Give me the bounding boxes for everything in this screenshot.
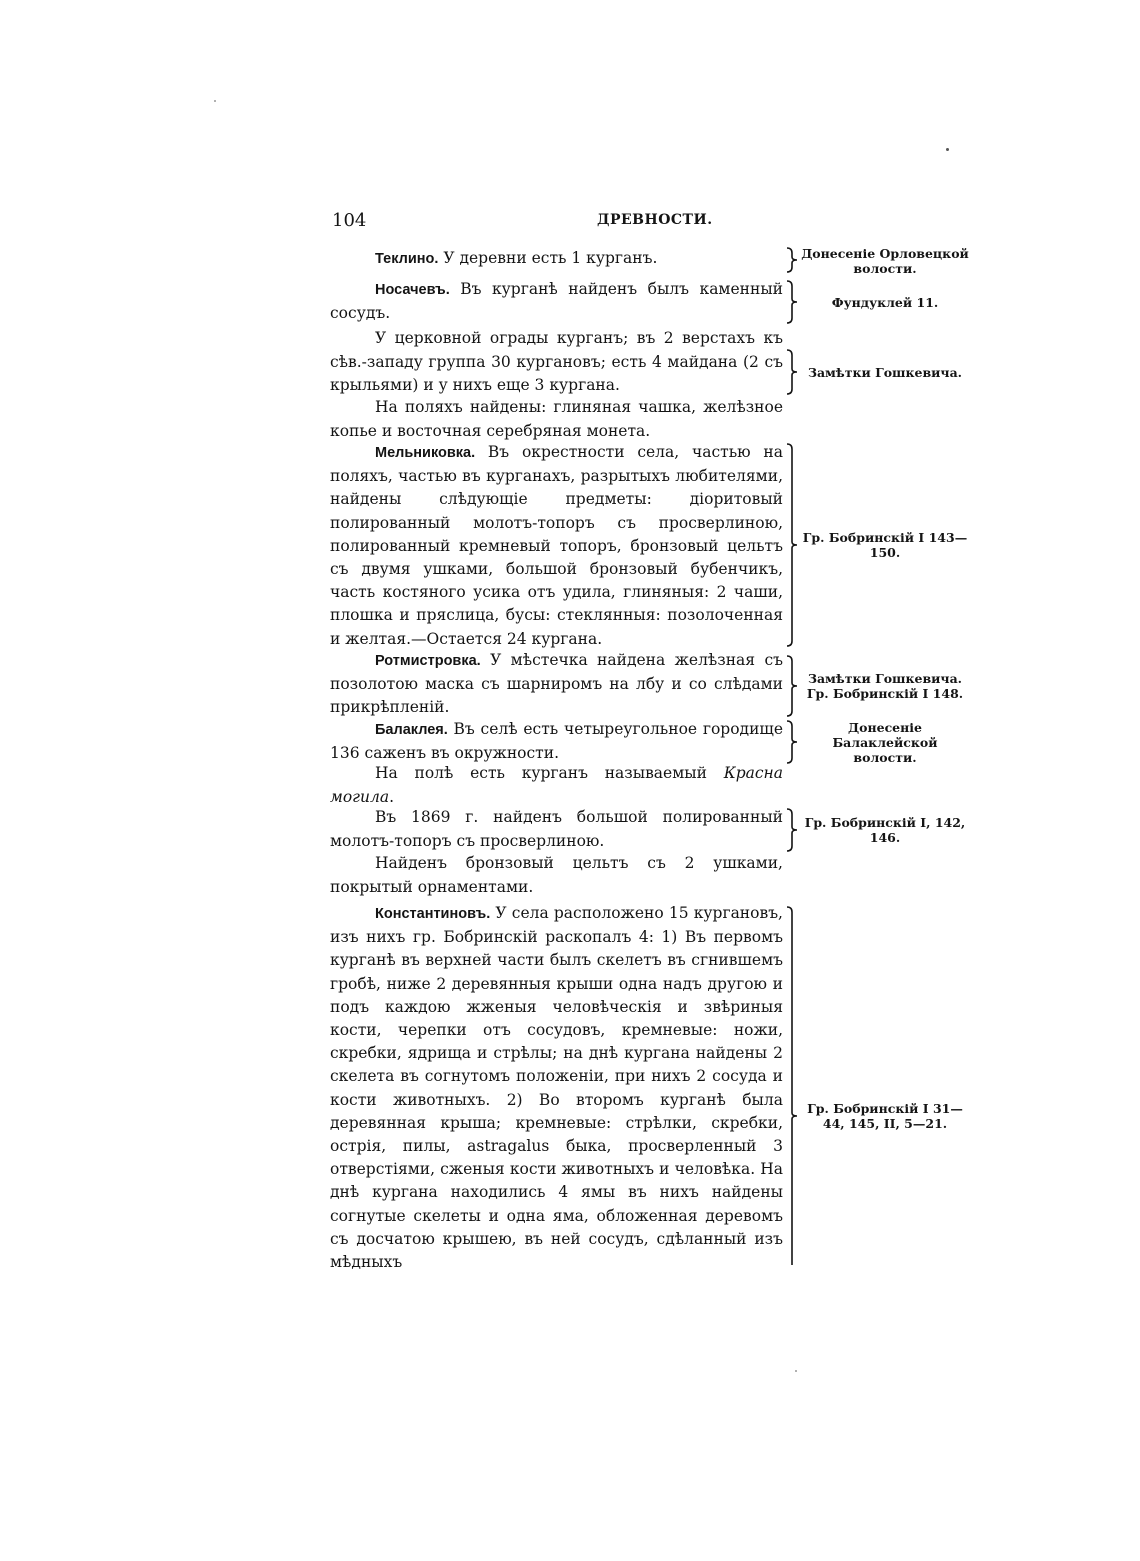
entry-heading: Носачевъ. bbox=[375, 282, 450, 298]
reference-note: Фундуклей 11. bbox=[831, 294, 939, 310]
entry-body: У церковной ограды курганъ; въ 2 верстахъ къ сѣв.-западу группа 30 кургановъ; есть 4 майдана (2 съ крыльями) и у нихъ еще 3 кургана. bbox=[330, 329, 783, 395]
scan-speck bbox=[214, 100, 216, 102]
entry-text bbox=[330, 806, 783, 853]
entry-text bbox=[330, 327, 783, 398]
paragraph bbox=[330, 247, 783, 271]
paragraph bbox=[330, 762, 783, 809]
paragraph bbox=[330, 327, 783, 398]
entry-body: Въ окрестности села, частью на поляхъ, частью въ курганахъ, разрытыхъ любителями, найдены слѣдующіе предметы: діоритовый полированный молотъ-топоръ съ просверлиною, полированный кремневый топоръ, бронзовый цельтъ съ двумя ушками, большой бронзовый бубенчикъ, часть костяного усика отъ удила, глиняныя: 2 чаши, плошка и пряслица, бусы: стеклянныя: позолоченная и желтая.—Остается 24 кургана. bbox=[330, 443, 783, 648]
running-head bbox=[332, 210, 784, 236]
running-title: ДРЕВНОСТИ. bbox=[597, 212, 713, 228]
entry-text bbox=[330, 441, 783, 651]
entry-body: У села расположено 15 кургановъ, изъ нихъ гр. Бобринскій раскопалъ 4: 1) Въ первомъ курганѣ въ верхней части былъ скелетъ въ сгнившемъ гробѣ, ниже 2 деревянныя крыши одна надъ другою и подъ каждою жженыя человѣческія и звѣриныя кости, черепки отъ сосудовъ, кремневые: ножи, скребки, ядрища и стрѣлы; на днѣ кургана найдены 2 скелета въ согнутомъ положеніи, при нихъ 2 сосуда и кости животныхъ. 2) Во второмъ курганѣ была деревянная крыша; кремневые: стрѣлки, скребки, острія, пилы, astragalus быка, просверленный 3 отверстіями, сженыя кости животныхъ и человѣка. На днѣ кургана находились 4 ямы въ нихъ найдены согнутые скелеты и одна яма, обложенная деревомъ съ досчатою крышею, въ ней сосудъ, сдѣланный изъ мѣдныхъ bbox=[330, 904, 783, 1272]
entry-text bbox=[330, 278, 783, 325]
entry-text bbox=[330, 718, 783, 765]
reference-brace bbox=[786, 655, 798, 717]
paragraph bbox=[330, 852, 783, 899]
entry-text bbox=[330, 247, 783, 271]
paragraph bbox=[330, 902, 783, 1274]
reference-brace bbox=[786, 247, 798, 273]
reference-brace bbox=[786, 808, 798, 852]
reference-brace bbox=[786, 906, 798, 1266]
entry-text bbox=[330, 852, 783, 899]
reference-note: Гр. Бобринскій I 143—150. bbox=[802, 530, 968, 560]
entry-italic-name: Красна могила bbox=[330, 764, 783, 807]
reference-note: Донесеніе Орловецкой волости. bbox=[801, 246, 969, 276]
reference-brace bbox=[786, 443, 798, 647]
entry-body: У мѣстечка найдена желѣзная съ позолотою маска съ шарниромъ на лбу и со слѣдами прикрѣпленій. bbox=[330, 651, 783, 717]
entry-heading: Ротмистровка. bbox=[375, 653, 481, 669]
paragraph bbox=[330, 396, 783, 443]
entry-body: Въ курганѣ найденъ былъ каменный сосудъ. bbox=[330, 280, 783, 323]
paragraph bbox=[330, 441, 783, 651]
reference-note: Замѣтки Гошкевича. Гр. Бобринскій I 148. bbox=[806, 671, 964, 701]
entry-heading: Балаклея. bbox=[375, 722, 448, 738]
reference-brace bbox=[786, 280, 798, 324]
paragraph bbox=[330, 278, 783, 325]
entry-body: На полѣ есть курганъ называемый bbox=[375, 764, 724, 782]
entry-text bbox=[330, 396, 783, 443]
entry-heading: Мельниковка. bbox=[375, 445, 476, 461]
entry-body: Въ 1869 г. найденъ большой полированный молотъ-топоръ съ просверлиною. bbox=[330, 808, 783, 851]
paragraph bbox=[330, 806, 783, 853]
reference-note: Замѣтки Гошкевича. bbox=[807, 364, 963, 380]
entry-text bbox=[330, 649, 783, 720]
entry-body: У деревни есть 1 курганъ. bbox=[438, 249, 658, 267]
entry-body: Найденъ бронзовый цельтъ съ 2 ушками, покрытый орнаментами. bbox=[330, 854, 783, 897]
reference-note: Донесеніе Балаклейской волости. bbox=[832, 719, 938, 765]
paragraph bbox=[330, 718, 783, 765]
reference-brace bbox=[786, 349, 798, 395]
page-number: 104 bbox=[332, 210, 367, 231]
entry-heading: Теклино. bbox=[375, 251, 439, 267]
entry-heading: Константиновъ. bbox=[375, 906, 491, 922]
entry-body: На поляхъ найдены: глиняная чашка, желѣзное копье и восточная серебряная монета. bbox=[330, 398, 783, 441]
entry-text bbox=[330, 902, 783, 1274]
scan-speck bbox=[946, 148, 949, 151]
entry-tail: . bbox=[389, 788, 395, 807]
reference-note: Гр. Бобринскій I 31—44, 145, II, 5—21. bbox=[807, 1101, 963, 1131]
reference-brace bbox=[786, 720, 798, 764]
entry-text bbox=[330, 762, 783, 809]
paragraph bbox=[330, 649, 783, 720]
reference-note: Гр. Бобринскій I, 142, 146. bbox=[804, 815, 966, 845]
entry-body: Въ селѣ есть четыреугольное городище 136 саженъ въ окружности. bbox=[330, 720, 783, 763]
scan-speck bbox=[795, 1370, 797, 1372]
